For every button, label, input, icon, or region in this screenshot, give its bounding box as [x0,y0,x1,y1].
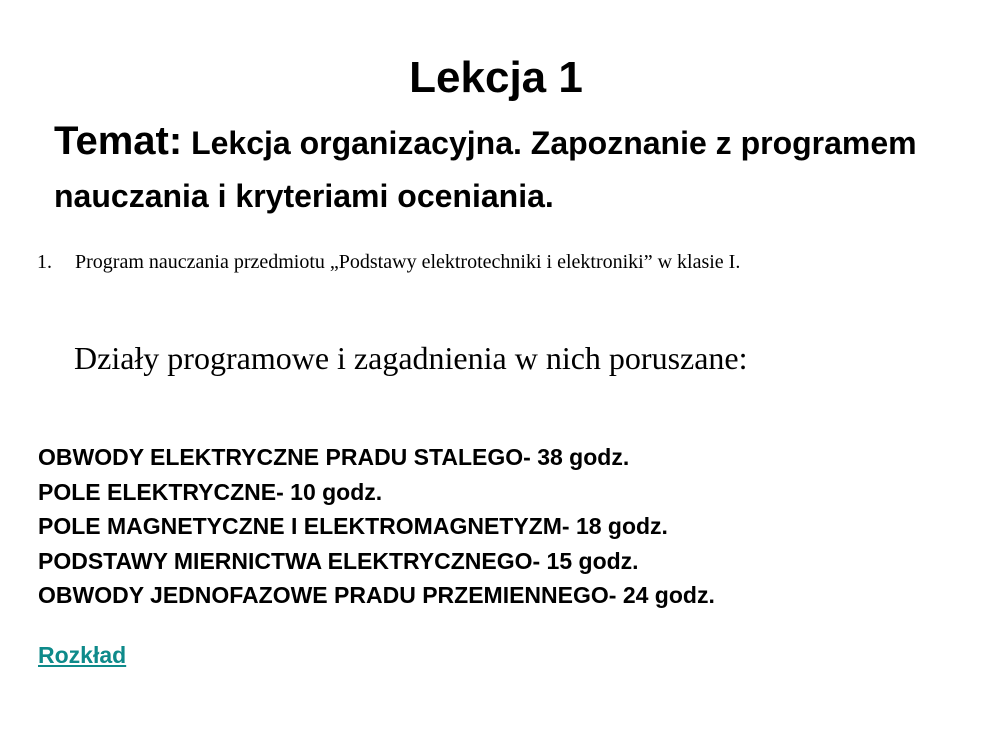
sections-heading: Działy programowe i zagadnienia w nich poruszane: [74,340,748,376]
program-list [37,248,957,276]
topic-label: Temat: [54,119,183,163]
lesson-topic [54,118,954,226]
schedule-link[interactable]: Rozkład [38,642,127,668]
section-item: OBWODY JEDNOFAZOWE PRADU PRZEMIENNEGO- 24 godz. [38,582,715,608]
sections-list [38,440,958,613]
list-item-text: Program nauczania przedmiotu „Podstawy elektrotechniki i elektroniki” w klasie I. [75,251,741,273]
section-item: OBWODY ELEKTRYCZNE PRADU STALEGO- 38 godz. [38,444,630,470]
section-item: POLE MAGNETYCZNE I ELEKTROMAGNETYZM- 18 godz. [38,513,668,539]
list-item-number: 1. [37,251,52,273]
page-title: Lekcja 1 [409,53,583,102]
section-item: PODSTAWY MIERNICTWA ELEKTRYCZNEGO- 15 godz. [38,547,639,574]
topic-text: Lekcja organizacyjna. Zapoznanie z programem nauczania i kryteriami oceniania. [54,125,917,214]
list-item [37,248,957,276]
section-item: POLE ELEKTRYCZNE- 10 godz. [38,478,383,505]
